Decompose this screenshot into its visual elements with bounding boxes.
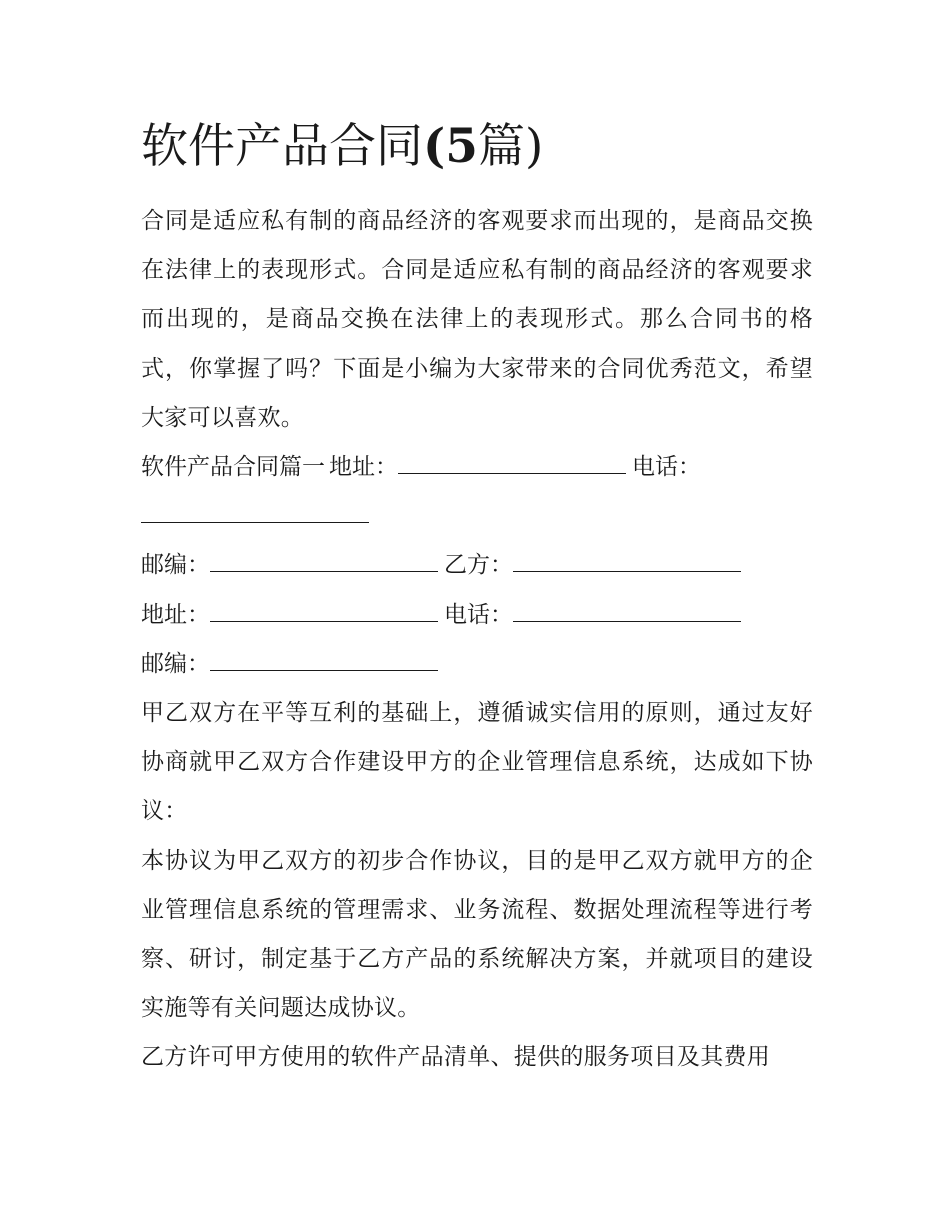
address-blank	[398, 453, 626, 474]
postcode-label-b: 邮编：	[141, 650, 210, 677]
intro-paragraph: 合同是适应私有制的商品经济的客观要求而出现的，是商品交换在法律上的表现形式。合同是适应私有制的商品经济的客观要求而出现的，是商品交换在法律上的表现形式。那么合同书的格式，你掌握了吗？下面是小编为大家带来的合同优秀范文，希望大家可以喜欢。	[141, 208, 813, 431]
title-count: (5	[423, 119, 478, 174]
address-phone-line	[141, 591, 813, 640]
section-heading: 软件产品合同篇一	[141, 454, 325, 481]
phone-label-b: 电话：	[444, 601, 513, 628]
postcode-blank-b	[210, 650, 438, 671]
party-b-label: 乙方：	[444, 552, 513, 579]
body-paragraph: 甲乙双方在平等互利的基础上，遵循诚实信用的原则，通过友好协商就甲乙双方合作建设甲方的企业管理信息系统，达成如下协议：	[141, 700, 813, 825]
phone-blank	[141, 502, 369, 523]
postcode-blank	[210, 551, 438, 572]
title-suffix: 篇)	[477, 119, 544, 174]
party-b-blank	[513, 551, 741, 572]
phone-blank-line	[141, 492, 813, 541]
address-label: 地址：	[329, 454, 398, 481]
body-paragraph: 本协议为甲乙双方的初步合作协议，目的是甲乙双方就甲方的企业管理信息系统的管理需求、业务流程、数据处理流程等进行考察、研讨，制定基于乙方产品的系统解决方案，并就项目的建设实施等有关问题达成协议。	[141, 847, 813, 1022]
title-text: 软件产品合同	[141, 119, 423, 174]
document-body	[141, 197, 813, 1083]
address-label-b: 地址：	[141, 601, 210, 628]
body-paragraph: 乙方许可甲方使用的软件产品清单、提供的服务项目及其费用	[141, 1044, 771, 1071]
phone-label: 电话：	[632, 454, 701, 481]
party-a-line	[141, 443, 813, 492]
document-title	[141, 116, 543, 178]
postcode-label: 邮编：	[141, 552, 210, 579]
phone-blank-b	[513, 601, 741, 622]
postcode-party-b-line	[141, 541, 813, 590]
address-blank-b	[210, 601, 438, 622]
postcode-line	[141, 640, 813, 689]
